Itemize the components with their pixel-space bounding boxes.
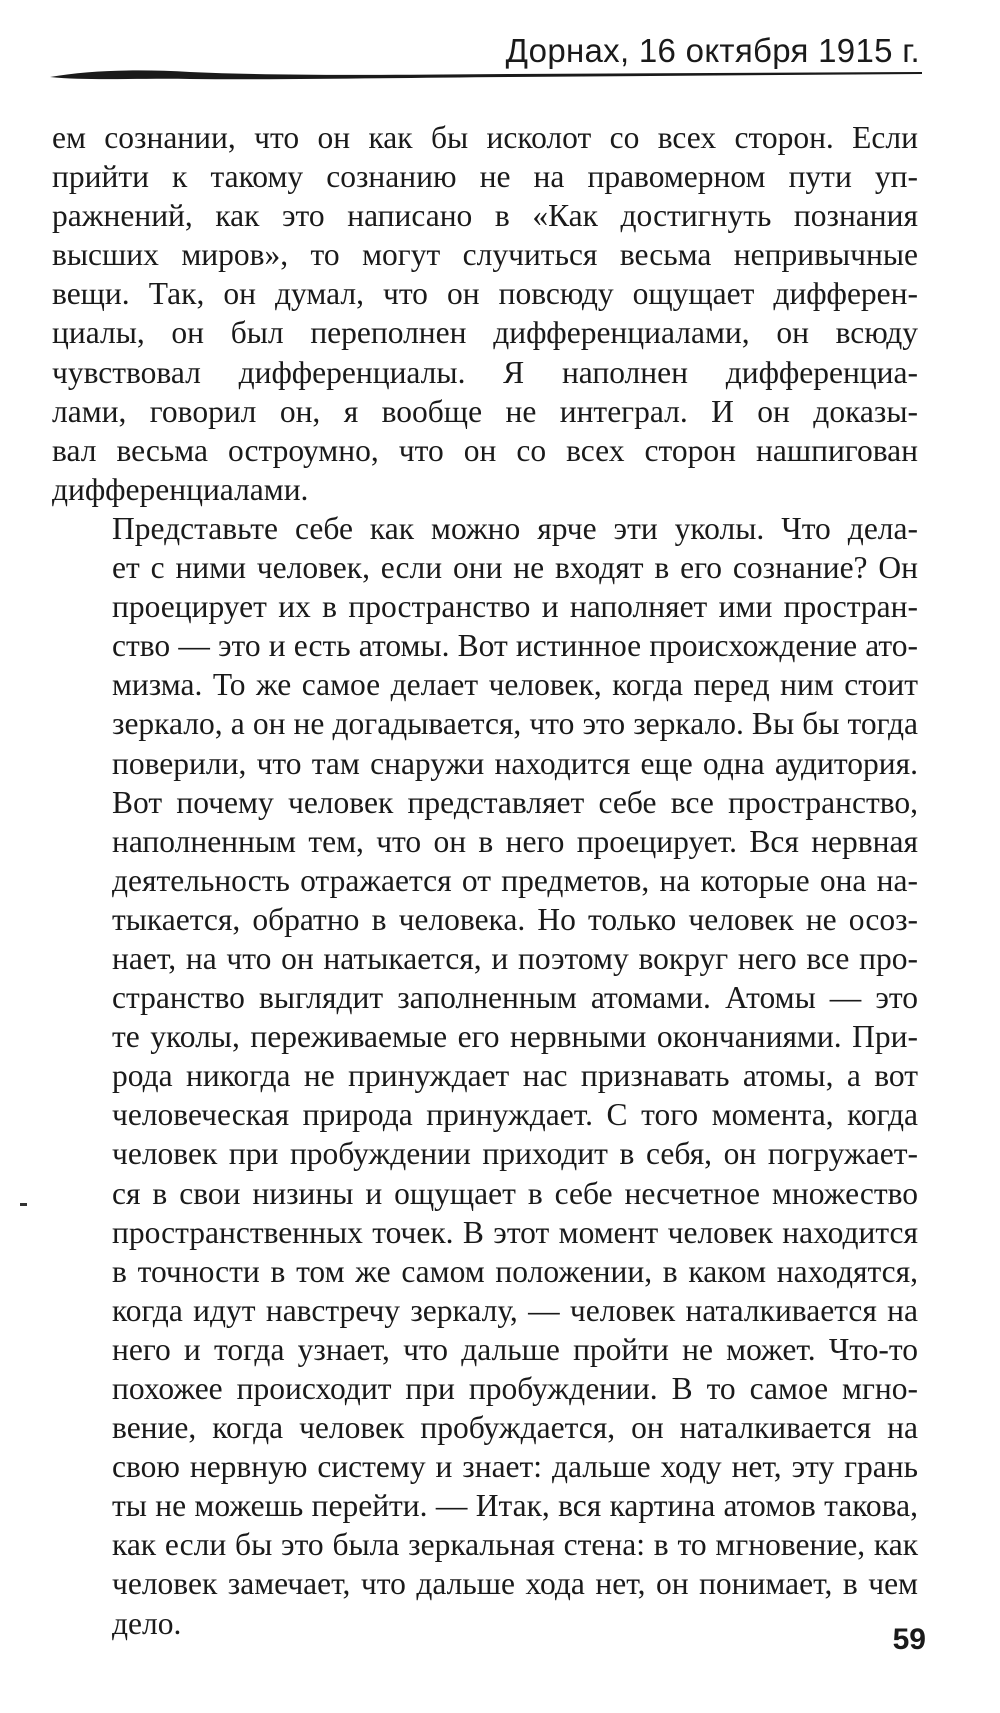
running-head: Дорнах, 16 октября 1915 г.: [505, 32, 920, 69]
text-line: прийти к такому сознанию не на правомерном пути уп-: [52, 159, 918, 195]
text-line: похожее происходит при пробуждении. В то самое мгно-: [112, 1371, 918, 1406]
text-line: дифференциалами.: [52, 471, 309, 507]
text-line: высших миров», то могут случиться весьма непривычные: [52, 237, 918, 273]
text-line: свою нервную систему и знает: дальше ходу нет, эту грань: [112, 1449, 918, 1485]
paragraph-1: [52, 118, 918, 509]
text-line: тыкается, обратно в человека. Но только человек не осоз-: [112, 901, 918, 937]
text-line: как если бы это была зеркальная стена: в то мгновение, как: [112, 1527, 918, 1563]
text-line: мизма. То же самое делает человек, когда перед ним стоит: [112, 667, 918, 703]
text-line: ся в свои низины и ощущает в себе несчетное множество: [112, 1175, 918, 1211]
text-line: зеркало, а он не догадывается, что это зеркало. Вы бы тогда: [112, 706, 918, 742]
text-line: когда идут навстречу зеркалу, — человек наталкивается на: [112, 1292, 918, 1328]
text-line: пространственных точек. В этот момент человек находится: [112, 1214, 918, 1250]
text-line: ет с ними человек, если они не входят в его сознание? Он: [112, 550, 918, 586]
text-line: проецирует их в пространство и наполняет ими простран-: [112, 589, 918, 625]
text-line: поверили, что там снаружи находится еще одна аудитория.: [112, 745, 918, 781]
paragraph-2: [52, 509, 918, 1643]
text-line: дело.: [112, 1605, 182, 1641]
margin-mark: [20, 1203, 27, 1206]
text-line: человек замечает, что дальше хода нет, он понимает, в чем: [112, 1566, 918, 1602]
text-line: лами, говорил он, я вообще не интеграл. И он доказы-: [52, 393, 918, 429]
text-line: циалы, он был переполнен дифференциалами, он всюду: [52, 315, 918, 351]
text-line: деятельность отражается от предметов, на которые она на-: [112, 862, 918, 898]
text-line: ражнений, как это написано в «Как достигнуть познания: [52, 198, 918, 234]
body-text: [52, 118, 918, 1643]
text-line: человеческая природа принуждает. С того момента, когда: [112, 1097, 918, 1133]
text-line: странство выглядит заполненным атомами. Атомы — это: [112, 980, 918, 1016]
text-line: наполненным тем, что он в него проецирует. Вся нервная: [112, 823, 918, 859]
text-line: него и тогда узнает, что дальше пройти не может. Что-то: [112, 1331, 918, 1367]
text-line: вал весьма остроумно, что он со всех сторон нашпигован: [52, 432, 918, 468]
text-line: Представьте себе как можно ярче эти уколы. Что дела-: [112, 510, 918, 546]
text-line: человек при пробуждении приходит в себя, он погружает-: [112, 1136, 918, 1172]
text-line: вение, когда человек пробуждается, он наталкивается на: [112, 1410, 918, 1446]
decorative-rule: [50, 66, 922, 88]
text-line: вещи. Так, он думал, что он повсюду ощущает дифферен-: [52, 276, 918, 312]
text-line: те уколы, переживаемые его нервными окончаниями. При-: [112, 1019, 918, 1055]
text-line: ство — это и есть атомы. Вот истинное происхождение ато-: [112, 628, 918, 664]
text-line: в точности в том же самом положении, в каком находятся,: [112, 1253, 918, 1289]
text-line: ем сознании, что он как бы исколот со всех сторон. Если: [52, 120, 918, 155]
text-line: Вот почему человек представляет себе все пространство,: [112, 784, 918, 820]
page-number: 59: [892, 1623, 926, 1656]
text-line: ты не можешь перейти. — Итак, вся картина атомов такова,: [112, 1488, 918, 1524]
text-line: нает, на что он натыкается, и поэтому вокруг него все про-: [112, 940, 918, 976]
text-line: рода никогда не принуждает нас признавать атомы, а вот: [112, 1058, 918, 1094]
text-line: чувствовал дифференциалы. Я наполнен дифференциа-: [52, 354, 918, 390]
